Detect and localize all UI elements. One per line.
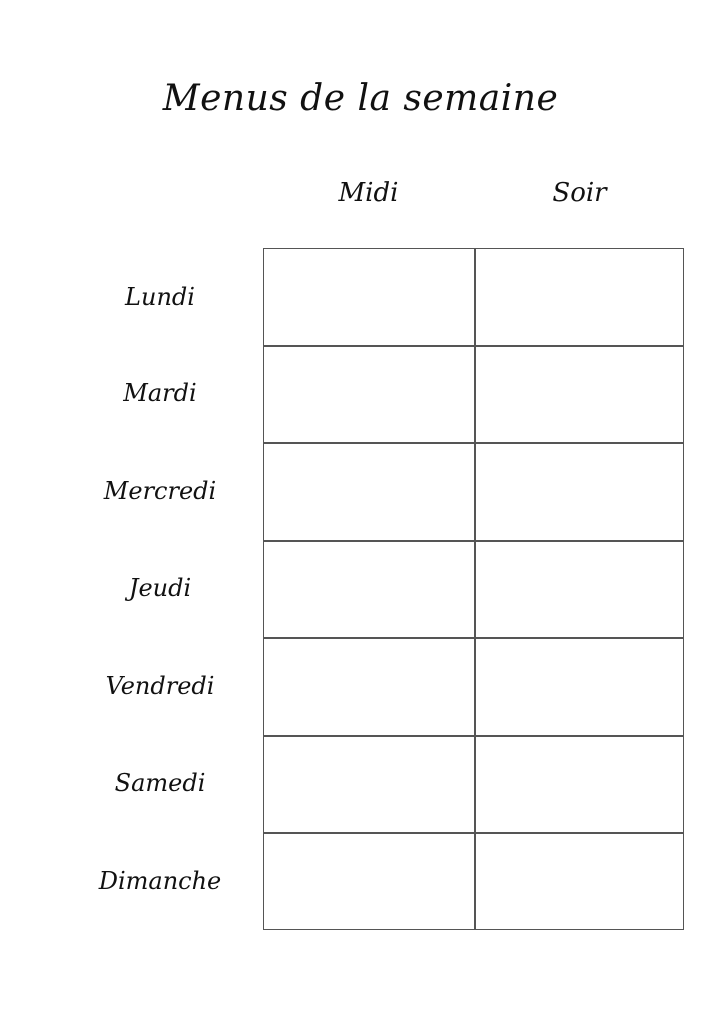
- row-label-mardi: Mardi: [123, 379, 197, 407]
- column-header-midi: Midi: [338, 178, 399, 208]
- row-label-dimanche: Dimanche: [98, 867, 222, 895]
- row-label-lundi: Lundi: [125, 283, 195, 311]
- column-header-soir: Soir: [552, 178, 607, 208]
- row-label-mercredi: Mercredi: [103, 477, 217, 505]
- cell-mercredi-soir[interactable]: [475, 443, 683, 539]
- row-label-samedi: Samedi: [114, 769, 206, 797]
- page-title: Menus de la semaine: [162, 78, 559, 119]
- cell-vendredi-soir[interactable]: [475, 638, 683, 734]
- row-label-vendredi: Vendredi: [105, 672, 215, 700]
- cell-vendredi-midi[interactable]: [264, 638, 474, 734]
- cell-mardi-midi[interactable]: [264, 346, 474, 442]
- cell-jeudi-soir[interactable]: [475, 541, 683, 637]
- cell-samedi-midi[interactable]: [264, 736, 474, 832]
- row-label-jeudi: Jeudi: [128, 574, 192, 602]
- cell-samedi-soir[interactable]: [475, 736, 683, 832]
- cell-dimanche-midi[interactable]: [264, 833, 474, 928]
- cell-jeudi-midi[interactable]: [264, 541, 474, 637]
- cell-lundi-midi[interactable]: [264, 249, 474, 345]
- menu-grid: [263, 248, 684, 930]
- cell-dimanche-soir[interactable]: [475, 833, 683, 928]
- cell-mercredi-midi[interactable]: [264, 443, 474, 539]
- cell-mardi-soir[interactable]: [475, 346, 683, 442]
- cell-lundi-soir[interactable]: [475, 249, 683, 345]
